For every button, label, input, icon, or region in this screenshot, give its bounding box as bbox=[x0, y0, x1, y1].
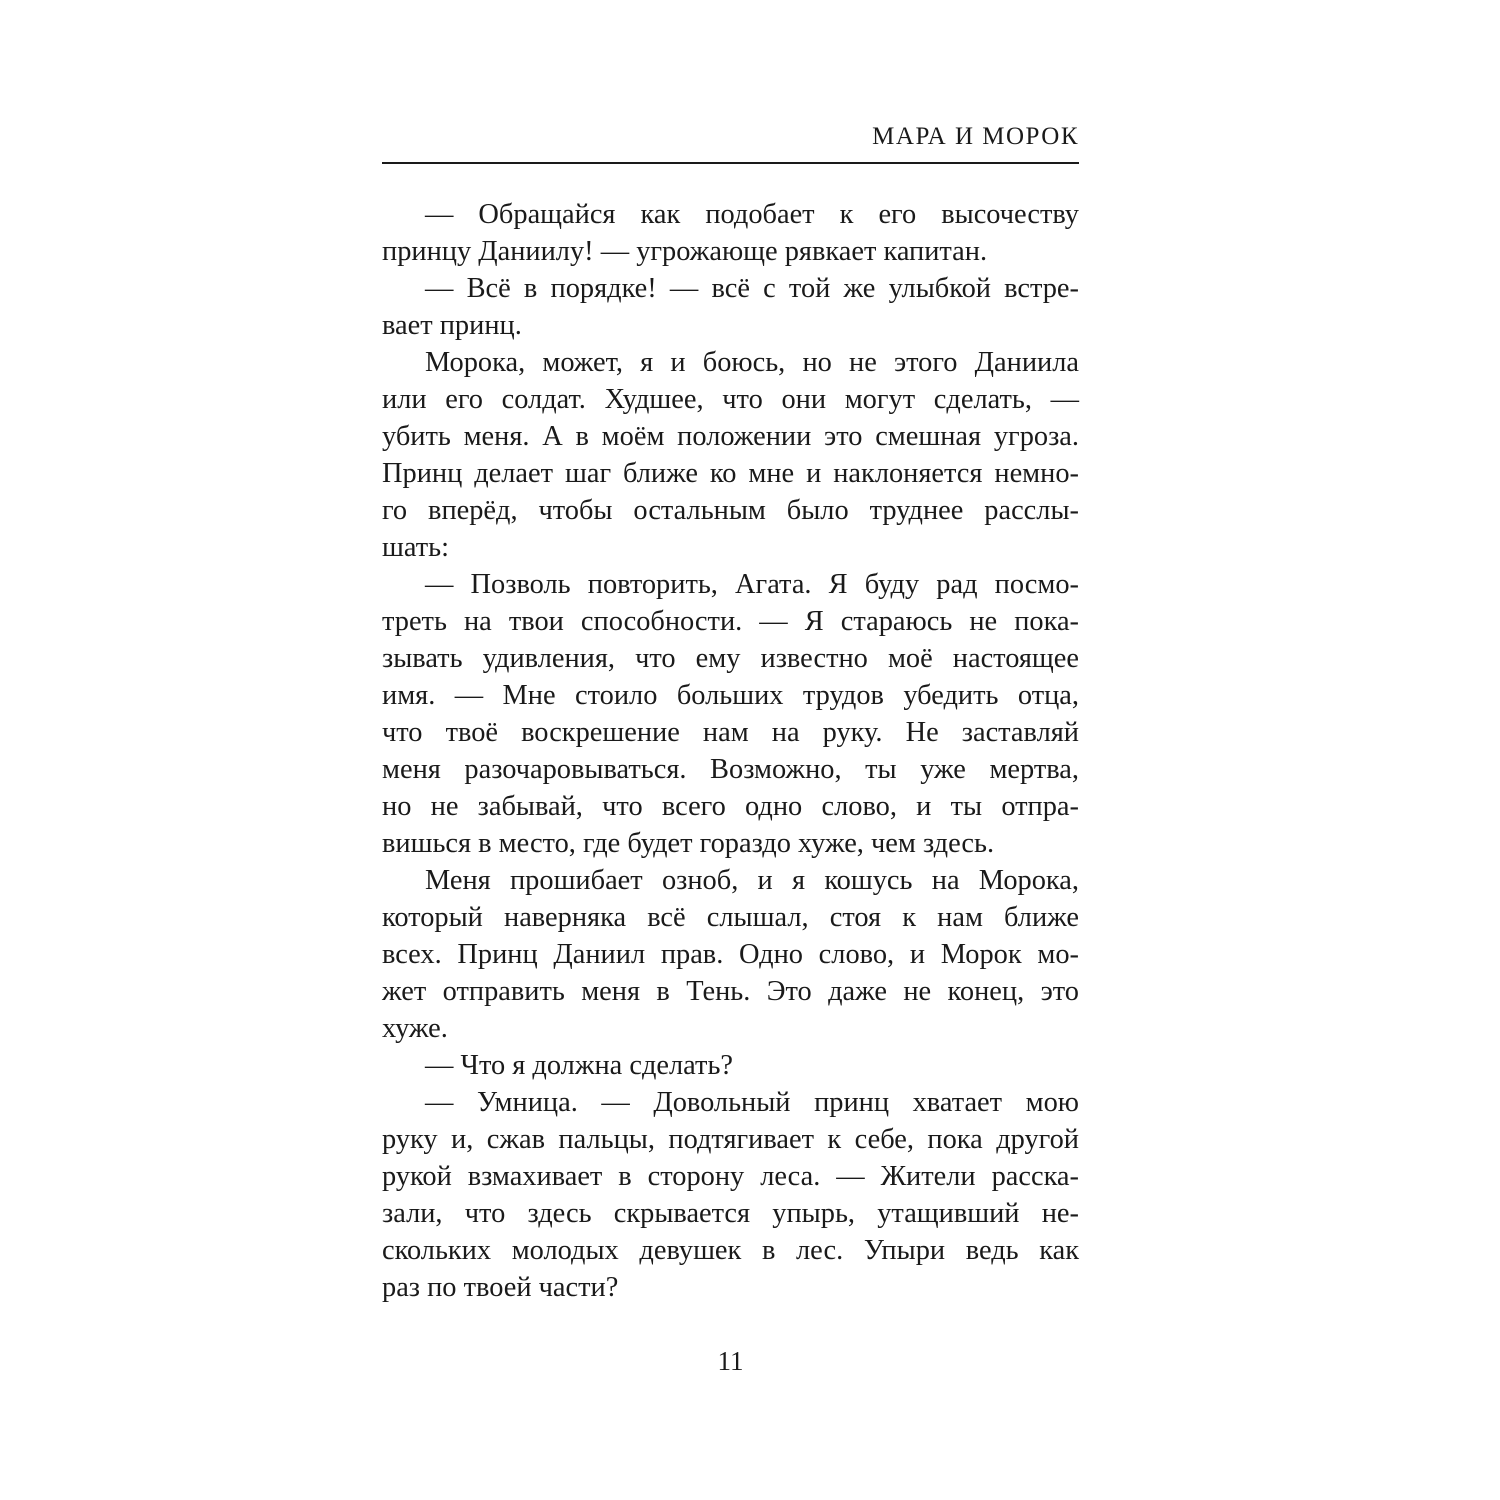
text-line: — Всё в порядке! — всё с той же улыбкой встре- bbox=[425, 273, 1079, 304]
text-line: зывать удивления, что ему известно моё настоящее bbox=[382, 643, 1079, 674]
text-line: жет отправить меня в Тень. Это даже не конец, это bbox=[382, 976, 1079, 1007]
text-line: го вперёд, чтобы остальным было труднее расслы- bbox=[382, 495, 1079, 526]
text-line: треть на твои способности. — Я стараюсь не пока- bbox=[382, 606, 1079, 637]
text-line: рукой взмахивает в сторону леса. — Жители расска- bbox=[382, 1161, 1079, 1192]
text-line: — Обращайся как подобает к его высочеству bbox=[425, 199, 1079, 230]
text-line: вишься в место, где будет гораздо хуже, чем здесь. bbox=[382, 828, 995, 859]
text-line: — Позволь повторить, Агата. Я буду рад посмо- bbox=[425, 569, 1079, 600]
text-line: имя. — Мне стоило больших трудов убедить отца, bbox=[382, 680, 1079, 711]
text-line: Принц делает шаг ближе ко мне и наклоняется немно- bbox=[382, 458, 1079, 489]
text-line: меня разочаровываться. Возможно, ты уже мертва, bbox=[382, 754, 1079, 785]
text-line: вает принц. bbox=[382, 310, 522, 341]
text-line: — Что я должна сделать? bbox=[425, 1050, 733, 1081]
text-line: зали, что здесь скрывается упырь, утащивший не- bbox=[382, 1198, 1079, 1229]
text-line: но не забывай, что всего одно слово, и ты отпра- bbox=[382, 791, 1079, 822]
text-line: руку и, сжав пальцы, подтягивает к себе, пока другой bbox=[382, 1124, 1079, 1155]
text-line: что твоё воскрешение нам на руку. Не заставляй bbox=[382, 717, 1079, 748]
text-line: шать: bbox=[382, 532, 449, 563]
text-line: хуже. bbox=[382, 1013, 448, 1044]
text-line: или его солдат. Худшее, что они могут сделать, — bbox=[382, 384, 1079, 415]
page-number: 11 bbox=[717, 1346, 744, 1376]
running-head: МАРА И МОРОК bbox=[872, 123, 1079, 150]
text-line: убить меня. А в моём положении это смешная угроза. bbox=[382, 421, 1079, 452]
text-line: скольких молодых девушек в лес. Упыри ведь как bbox=[382, 1235, 1079, 1266]
text-line: принцу Даниилу! — угрожающе рявкает капитан. bbox=[382, 236, 988, 267]
text-line: всех. Принц Даниил прав. Одно слово, и Морок мо- bbox=[382, 939, 1079, 970]
text-line: Морока, может, я и боюсь, но не этого Даниила bbox=[425, 347, 1079, 378]
text-line: Меня прошибает озноб, и я кошусь на Морока, bbox=[425, 865, 1079, 896]
text-line: раз по твоей части? bbox=[382, 1272, 619, 1303]
text-line: — Умница. — Довольный принц хватает мою bbox=[425, 1087, 1079, 1118]
text-line: который наверняка всё слышал, стоя к нам ближе bbox=[382, 902, 1079, 933]
